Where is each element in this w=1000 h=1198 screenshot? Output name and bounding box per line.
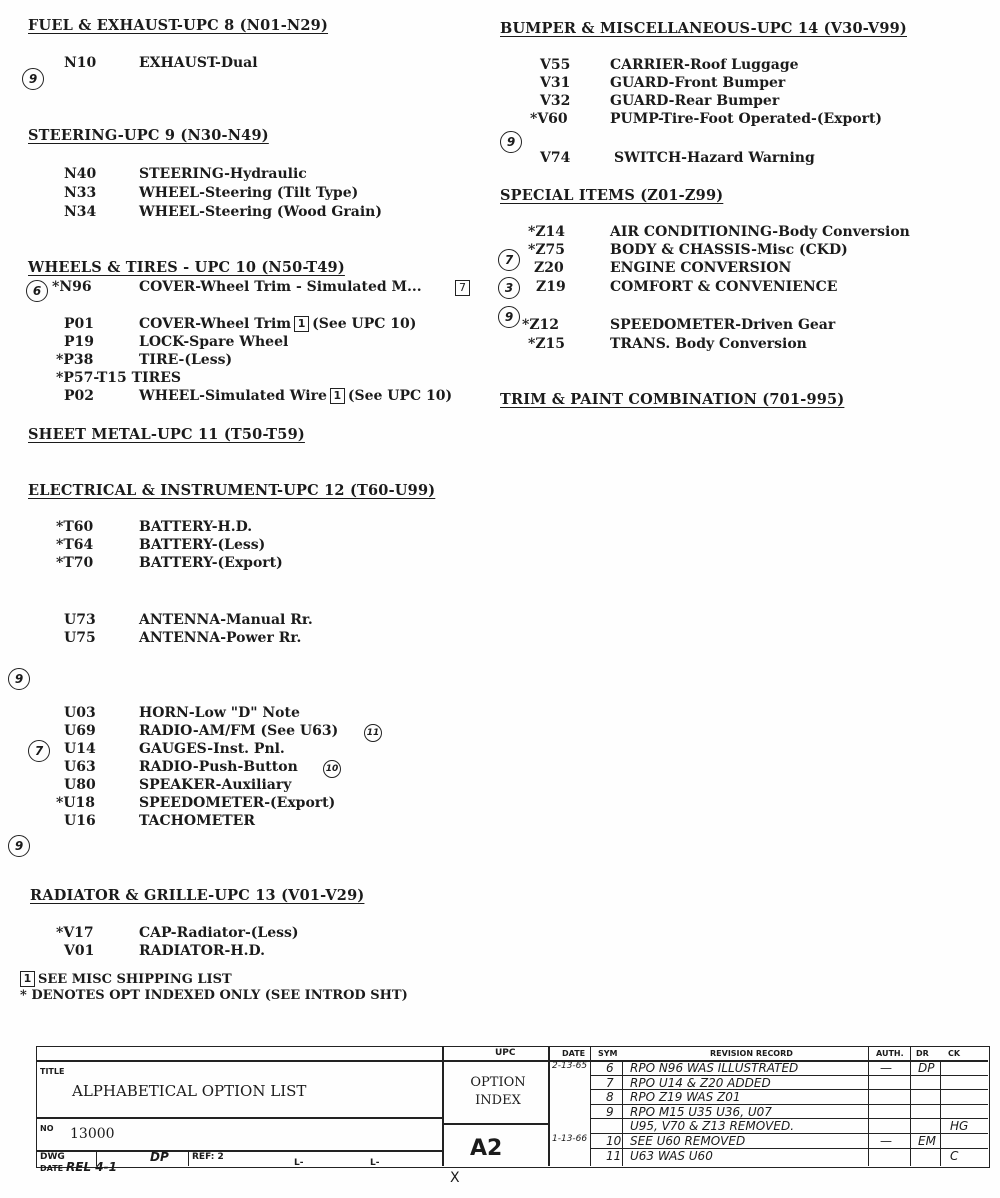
- revision-circle-mark: 3: [498, 277, 520, 299]
- revision-circle-mark: 9: [500, 131, 522, 153]
- rev-auth: —: [880, 1134, 892, 1148]
- drawing-number: 13000: [70, 1126, 115, 1142]
- rev-sym: 11: [606, 1149, 622, 1163]
- l-mark: L-: [370, 1158, 380, 1168]
- rev-text: SEE U60 REMOVED: [630, 1134, 746, 1148]
- col-ck: CK: [948, 1049, 961, 1058]
- section-wheels-title: WHEELS & TIRES - UPC 10 (N50-T49): [28, 259, 345, 276]
- rev-date: 2-13-65: [552, 1061, 588, 1071]
- title-label: TITLE: [40, 1067, 65, 1076]
- l-mark: L-: [294, 1158, 304, 1168]
- date-label: DATE: [40, 1164, 64, 1173]
- dwg-initials: DP: [150, 1150, 169, 1164]
- rev-dr: DP: [918, 1061, 935, 1075]
- rev-text: U95, V70 & Z13 REMOVED.: [630, 1119, 795, 1133]
- section-sheet-title: SHEET METAL-UPC 11 (T50-T59): [28, 426, 305, 443]
- note-box-mark: 7: [455, 280, 470, 296]
- option-index-label: OPTION INDEX: [470, 1075, 526, 1108]
- revision-circle-mark: 10: [323, 760, 341, 778]
- dwg-label: DWG: [40, 1152, 65, 1162]
- upc-label: UPC: [495, 1048, 516, 1058]
- footnote-box: 1 SEE MISC SHIPPING LIST: [20, 971, 232, 987]
- page-title: ALPHABETICAL OPTION LIST: [72, 1082, 307, 1100]
- rev-text: RPO Z19 WAS Z01: [630, 1090, 741, 1104]
- rev-sym: 6: [606, 1061, 614, 1075]
- revision-circle-mark: 9: [8, 668, 30, 690]
- rev-sym: 10: [606, 1134, 622, 1148]
- section-fuel-title: FUEL & EXHAUST-UPC 8 (N01-N29): [28, 17, 329, 34]
- note-box-mark: 1: [294, 316, 309, 332]
- x-mark: X: [450, 1170, 460, 1186]
- col-dr: DR: [916, 1049, 929, 1058]
- section-trim-title: TRIM & PAINT COMBINATION (701-995): [500, 391, 845, 408]
- rev-text: RPO N96 WAS ILLUSTRATED: [630, 1061, 799, 1075]
- revision-circle-mark: 9: [498, 306, 520, 328]
- ref-label: REF: 2: [192, 1152, 224, 1162]
- note-box-mark: 1: [330, 388, 345, 404]
- section-radiator-title: RADIATOR & GRILLE-UPC 13 (V01-V29): [30, 887, 365, 904]
- rev-auth: —: [880, 1061, 892, 1075]
- date-value: REL 4-1: [66, 1160, 117, 1174]
- col-auth: AUTH.: [876, 1049, 904, 1058]
- footnote-star: * DENOTES OPT INDEXED ONLY (SEE INTROD SHT): [20, 988, 408, 1003]
- section-electrical-title: ELECTRICAL & INSTRUMENT-UPC 12 (T60-U99): [28, 482, 436, 499]
- rev-ck: C: [950, 1149, 959, 1163]
- revision-circle-mark: 9: [22, 68, 44, 90]
- number-label: NO: [40, 1124, 54, 1133]
- rev-ck: HG: [950, 1119, 969, 1133]
- section-steering-title: STEERING-UPC 9 (N30-N49): [28, 127, 269, 144]
- section-bumper-title: BUMPER & MISCELLANEOUS-UPC 14 (V30-V99): [500, 20, 907, 37]
- col-sym: SYM: [598, 1049, 618, 1058]
- section-special-title: SPECIAL ITEMS (Z01-Z99): [500, 187, 724, 204]
- rev-dr: EM: [918, 1134, 936, 1148]
- revision-circle-mark: 6: [26, 280, 48, 302]
- col-revision: REVISION RECORD: [710, 1049, 793, 1058]
- revision-circle-mark: 9: [8, 835, 30, 857]
- rev-text: U63 WAS U60: [630, 1149, 713, 1163]
- col-date: DATE: [562, 1049, 586, 1058]
- rev-sym: 9: [606, 1105, 614, 1119]
- rev-sym: 7: [606, 1076, 614, 1090]
- sheet-number: A2: [470, 1136, 503, 1161]
- rev-sym: 8: [606, 1090, 614, 1104]
- revision-circle-mark: 11: [364, 724, 382, 742]
- revision-circle-mark: 7: [28, 740, 50, 762]
- revision-circle-mark: 7: [498, 249, 520, 271]
- rev-date: 1-13-66: [552, 1134, 588, 1144]
- rev-text: RPO U14 & Z20 ADDED: [630, 1076, 771, 1090]
- rev-text: RPO M15 U35 U36, U07: [630, 1105, 772, 1119]
